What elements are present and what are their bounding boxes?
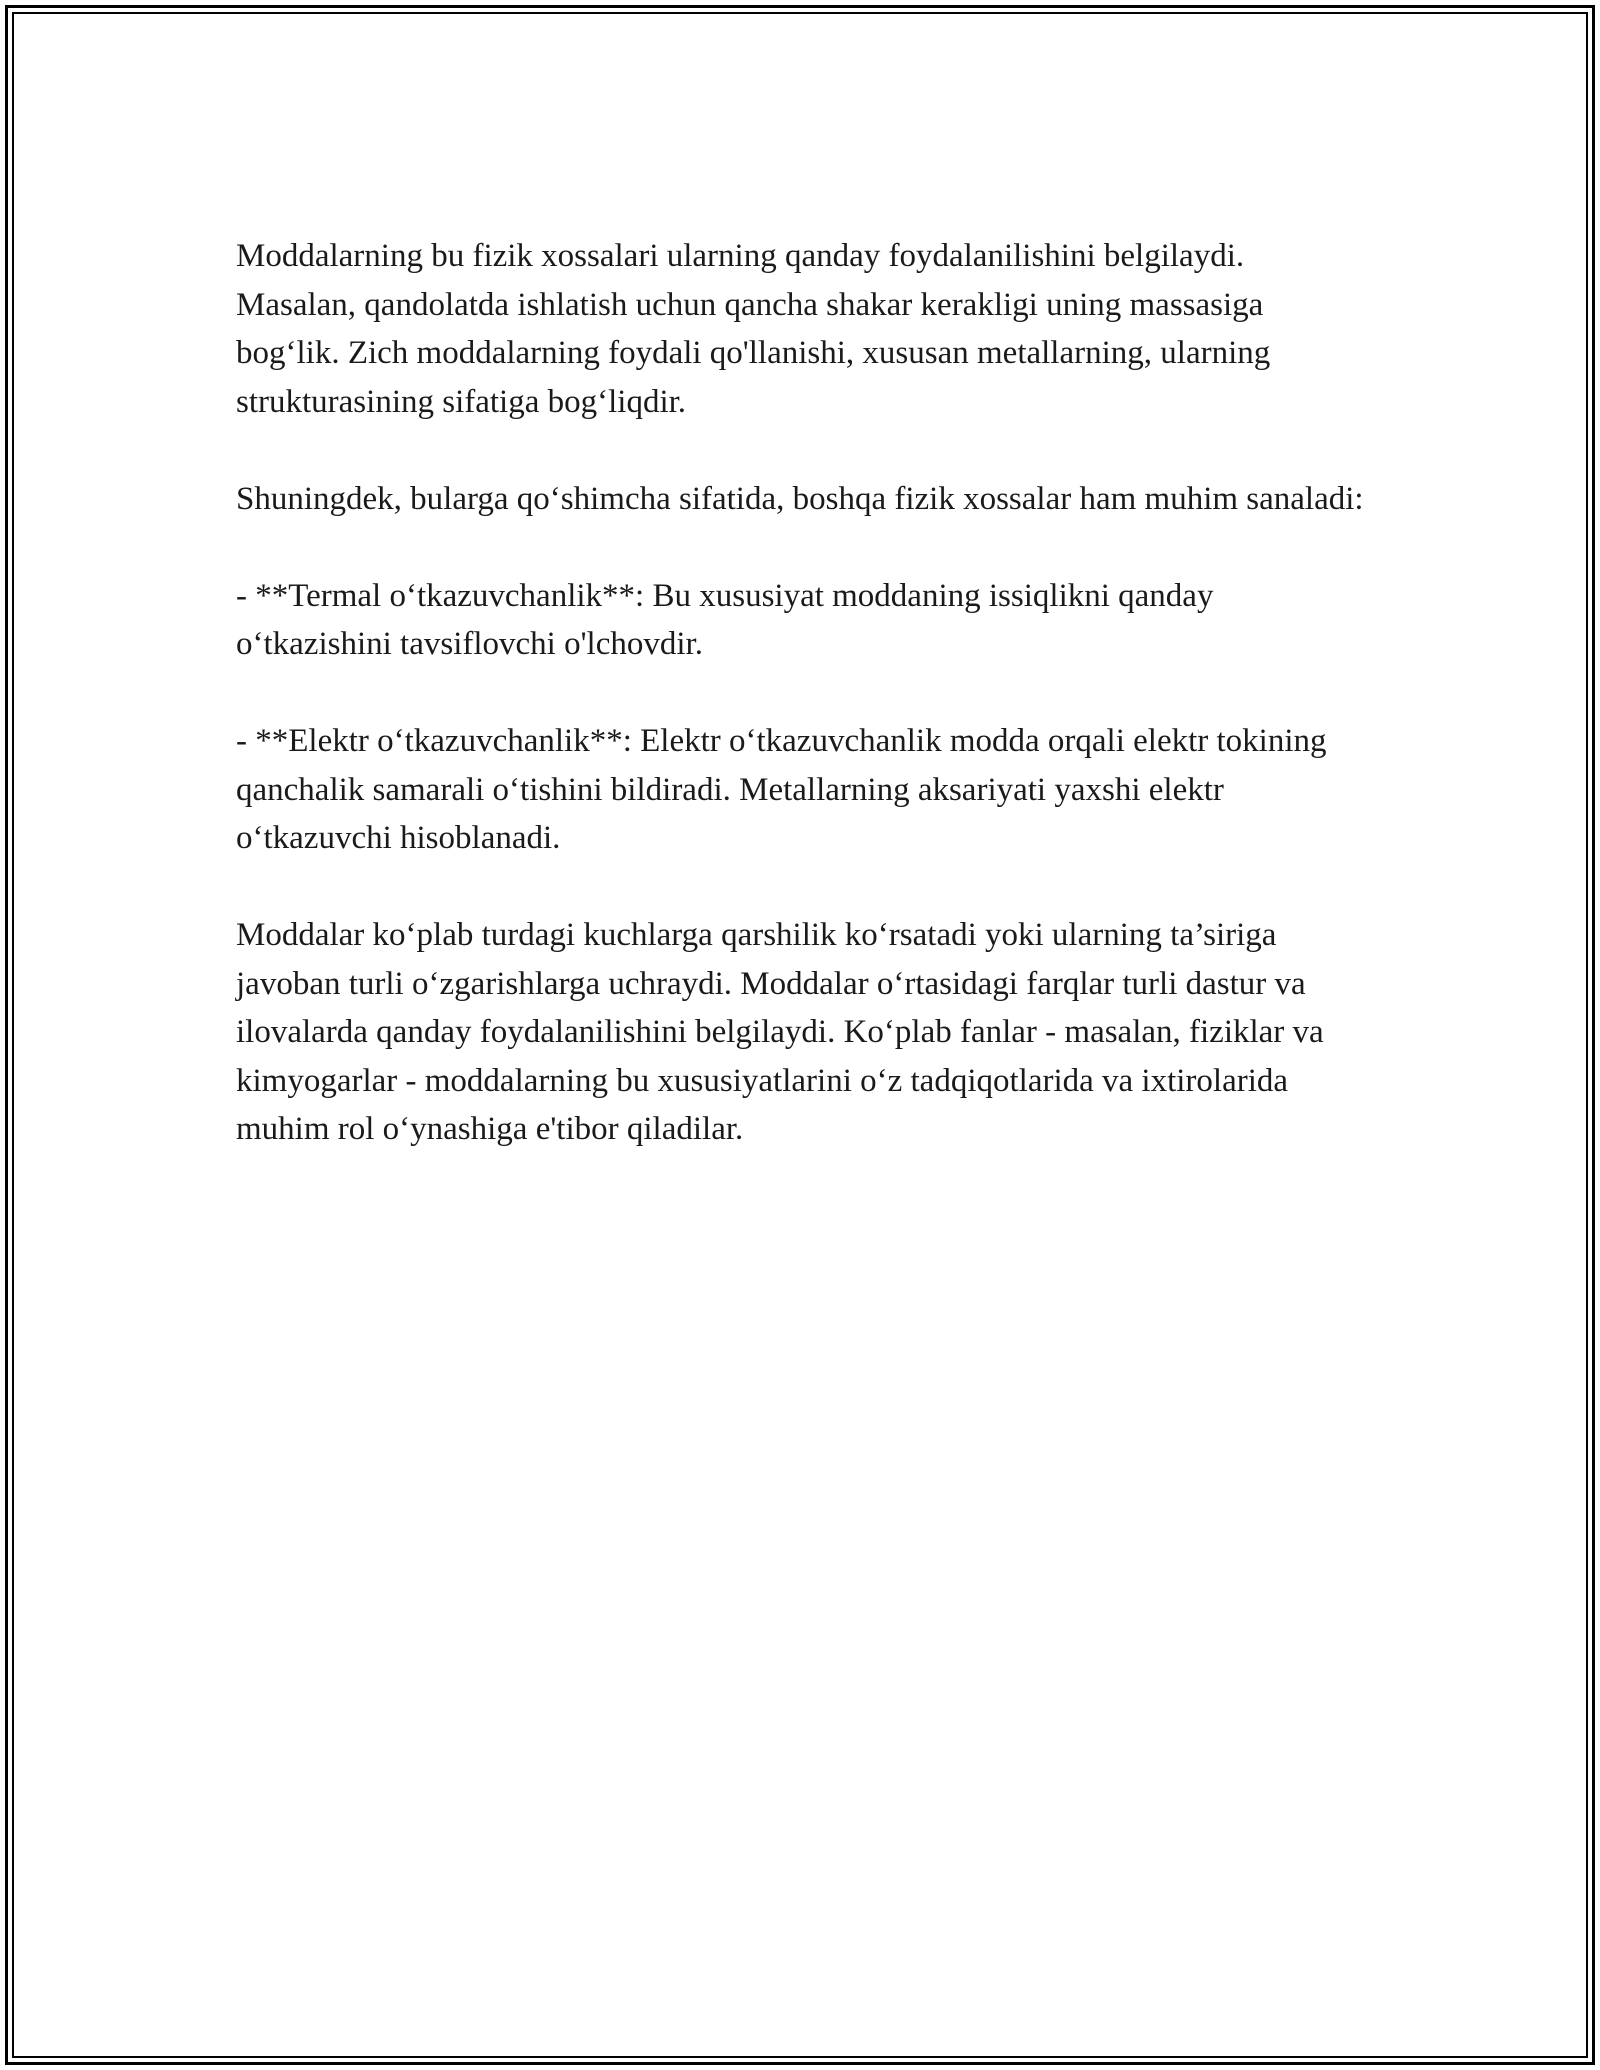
paragraph-physical-properties: Moddalarning bu fizik xossalari ularning qanday foydalanilishini belgilaydi. Masalan, qandolatda ishlatish uchun qancha shakar kerakligi uning massasiga bog‘lik. Zich moddalarning foydali qo'llanishi, xususan metallarning, ularning strukturasining sifatiga bog‘liqdir. — [236, 238, 1271, 420]
paragraph-other-properties: Shuningdek, bularga qo‘shimcha sifatida, boshqa fizik xossalar ham muhim sanaladi: — [236, 480, 1364, 517]
paragraph-conclusion: Moddalar ko‘plab turdagi kuchlarga qarshilik ko‘rsatadi yoki ularning ta’siriga javoban turli o‘zgarishlarga uchraydi. Moddalar o‘rtasidagi farqlar turli dastur va ilovalarda qanday foydalanilishini belgilaydi. Ko‘plab fanlar - masalan, fiziklar va kimyogarlar - moddalarning bu xususiyatlarini o‘z tadqiqotlarida va ixtirolarida muhim rol o‘ynashiga e'tibor qiladilar. — [236, 917, 1324, 1147]
list-item-electrical-conductivity: - **Elektr o‘tkazuvchanlik**: Elektr o‘tkazuvchanlik modda orqali elektr tokining qanchalik samarali o‘tishini bildiradi. Metallarning aksariyati yaxshi elektr o‘tkazuvchi hisoblanadi. — [236, 723, 1327, 856]
document-body — [236, 232, 1366, 1202]
list-item-thermal-conductivity: - **Termal o‘tkazuvchanlik**: Bu xususiyat moddaning issiqlikni qanday o‘tkazishini tavsiflovchi o'lchovdir. — [236, 577, 1214, 662]
